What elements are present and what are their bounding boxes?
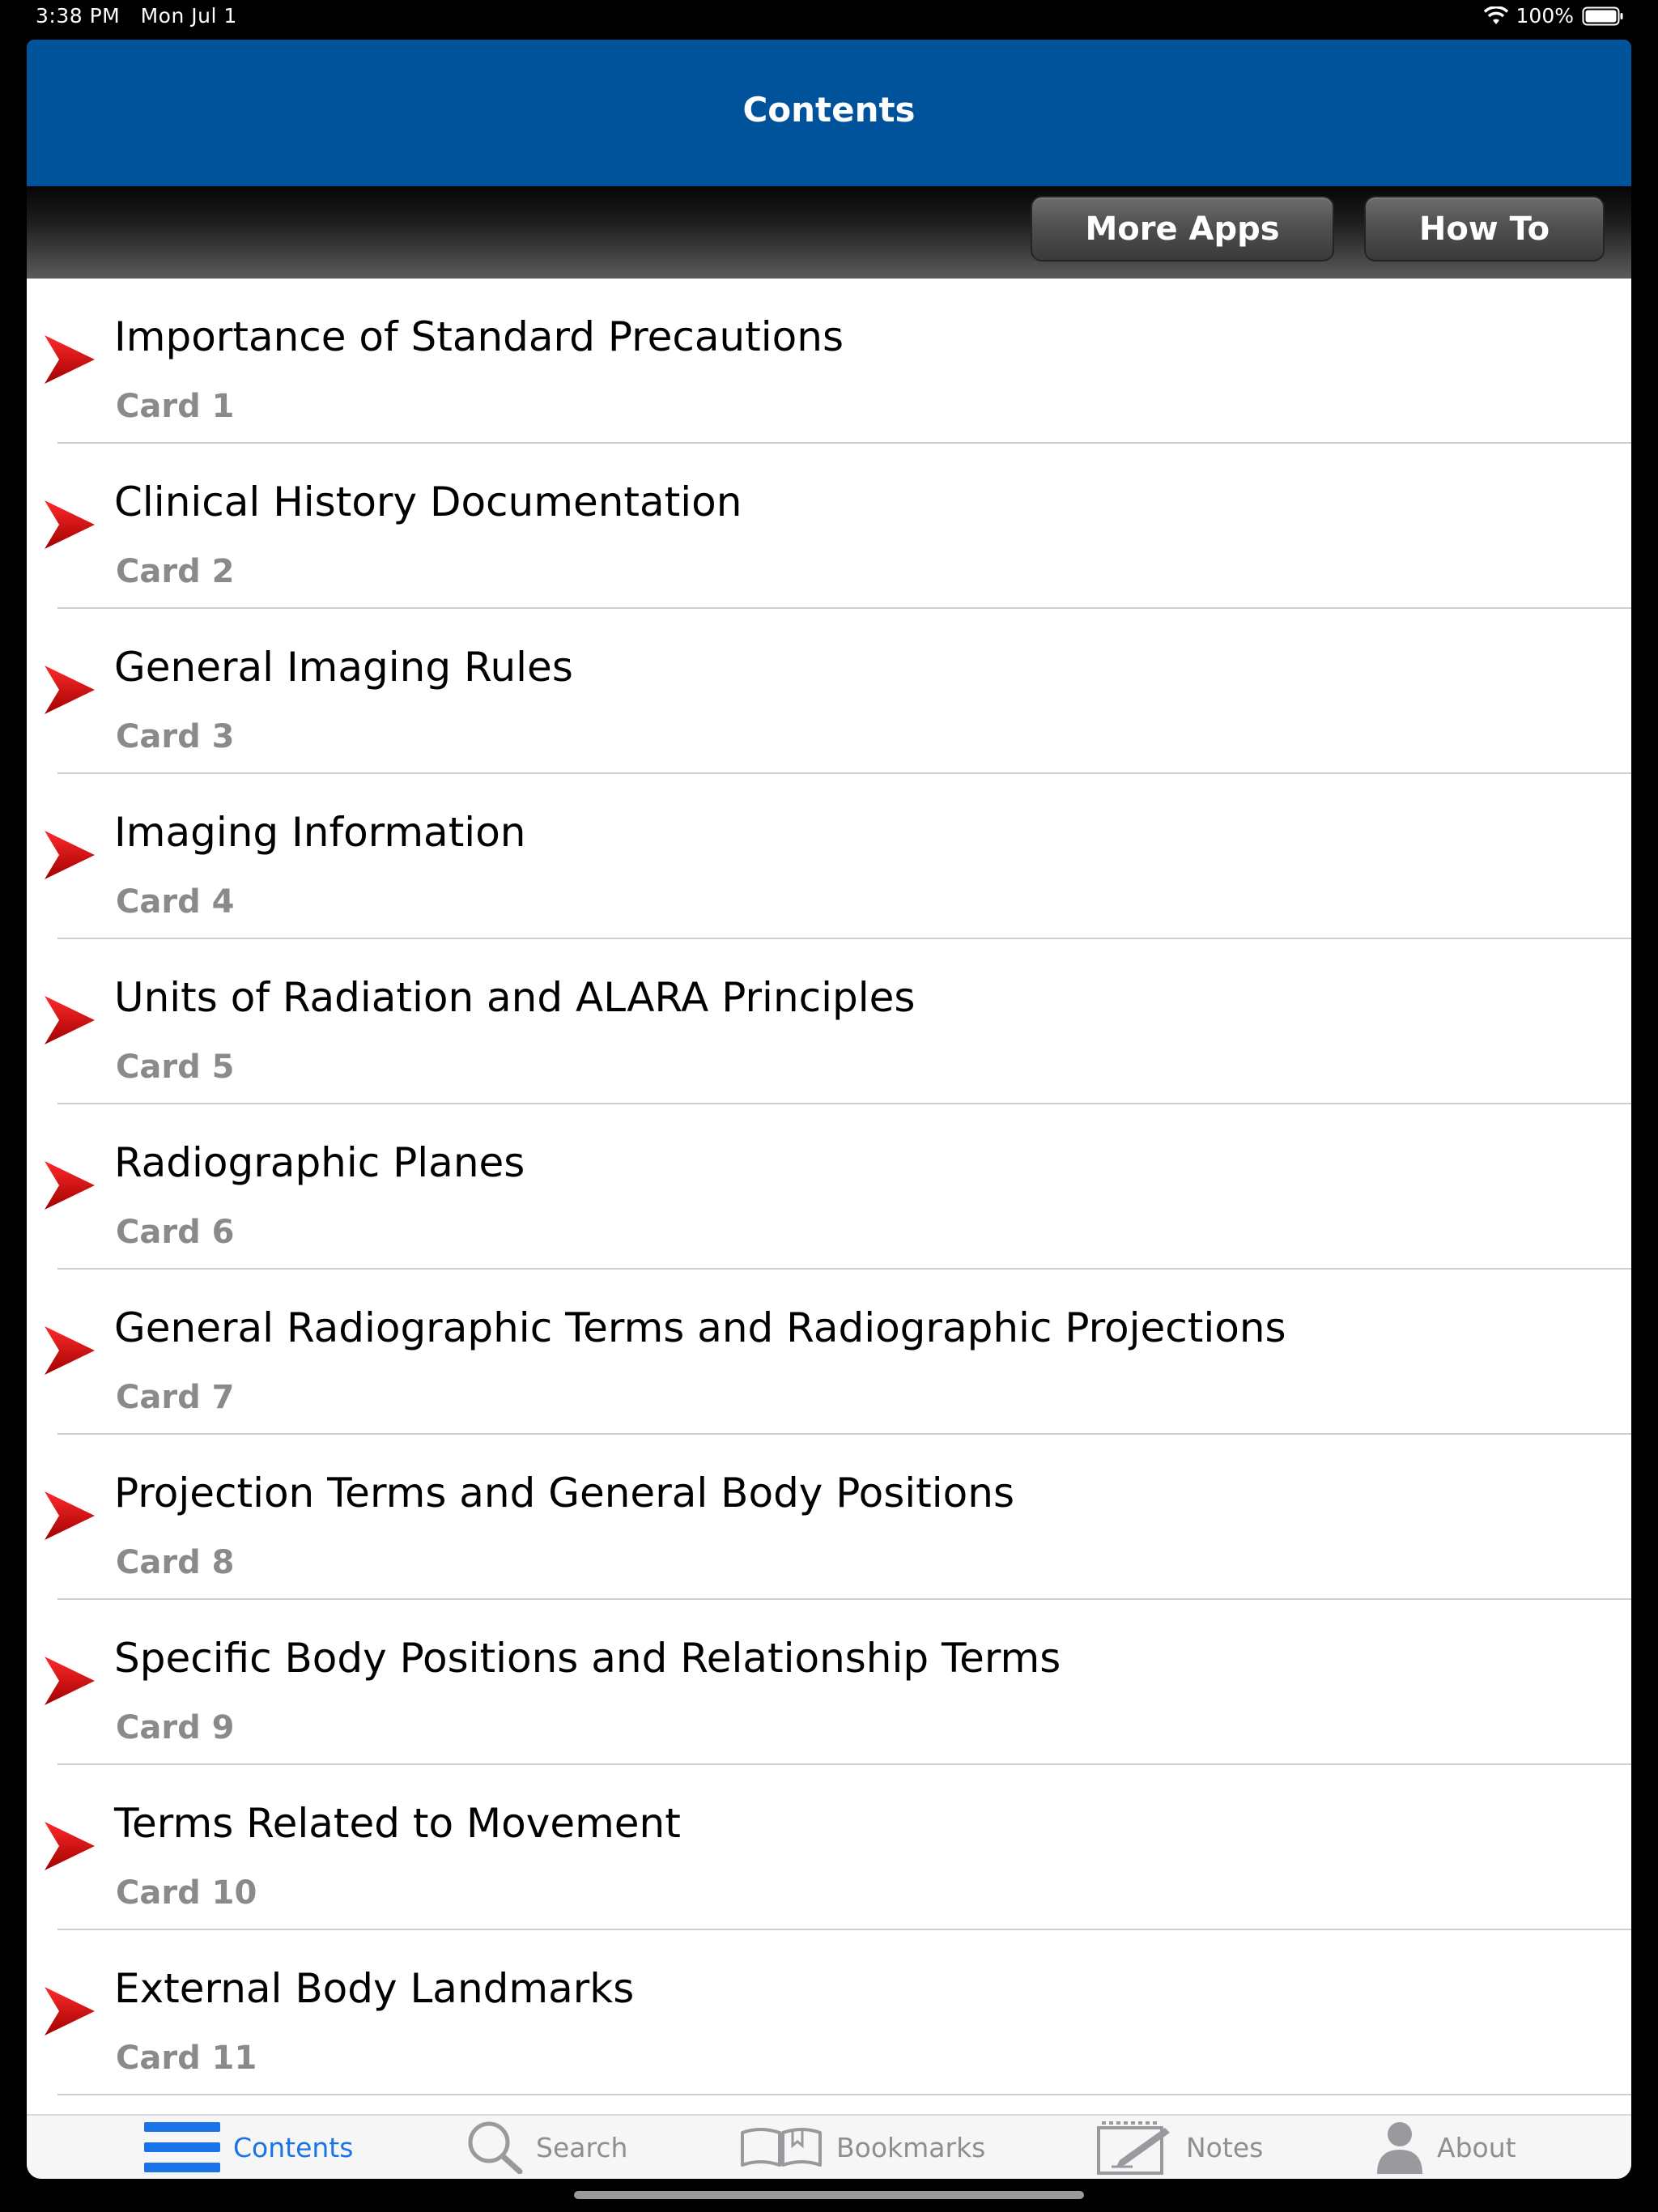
arrow-icon <box>43 1159 96 1211</box>
book-icon <box>739 2126 823 2168</box>
list-item-title: General Radiographic Terms and Radiographic Projections <box>114 1304 1286 1351</box>
list-item-card-label: Card 8 <box>116 1544 235 1581</box>
notepad-icon <box>1095 2120 1173 2175</box>
arrow-icon <box>43 1820 96 1872</box>
tab-label-bookmarks: Bookmarks <box>836 2131 986 2163</box>
search-icon <box>466 2121 523 2174</box>
list-item[interactable] <box>27 939 1631 1104</box>
list-item[interactable] <box>27 1765 1631 1930</box>
list-item-title: Specific Body Positions and Relationship Terms <box>114 1635 1061 1682</box>
tab-label-about: About <box>1437 2131 1516 2163</box>
status-bar <box>0 0 1658 39</box>
arrow-icon <box>43 1325 96 1376</box>
arrow-icon <box>43 829 96 881</box>
list-item[interactable] <box>27 609 1631 774</box>
list-item-title: General Imaging Rules <box>114 644 573 691</box>
arrow-icon <box>43 1655 96 1707</box>
tab-label-contents: Contents <box>233 2131 354 2163</box>
battery-icon <box>1582 6 1624 27</box>
list-item-title: External Body Landmarks <box>114 1965 635 2012</box>
list-item-card-label: Card 10 <box>116 1874 257 1912</box>
tab-contents[interactable] <box>144 2116 353 2179</box>
list-item-card-label: Card 11 <box>116 2040 257 2077</box>
arrow-icon <box>43 994 96 1046</box>
list-icon <box>144 2122 220 2172</box>
how-to-button[interactable]: How To <box>1364 196 1605 262</box>
home-indicator <box>574 2191 1084 2199</box>
list-item[interactable] <box>27 774 1631 939</box>
tab-label-notes: Notes <box>1186 2131 1264 2163</box>
list-item-title: Clinical History Documentation <box>114 479 742 525</box>
date-text: Mon Jul 1 <box>140 4 237 28</box>
list-item-card-label: Card 7 <box>116 1379 235 1416</box>
list-item-card-label: Card 6 <box>116 1214 235 1251</box>
list-item[interactable] <box>27 1600 1631 1765</box>
list-item-title: Imaging Information <box>114 809 526 856</box>
list-item-title: Importance of Standard Precautions <box>114 313 844 360</box>
tab-about[interactable] <box>1375 2116 1516 2179</box>
tab-label-search: Search <box>536 2131 628 2163</box>
navigation-bar <box>27 40 1631 186</box>
list-item-card-label: Card 3 <box>116 718 235 755</box>
list-item-title: Units of Radiation and ALARA Principles <box>114 974 916 1021</box>
more-apps-button[interactable]: More Apps <box>1031 196 1334 262</box>
list-item-card-label: Card 2 <box>116 553 235 590</box>
list-item-card-label: Card 9 <box>116 1709 235 1746</box>
person-icon <box>1375 2121 1424 2174</box>
list-item-card-label: Card 4 <box>116 883 235 921</box>
list-item-title: Projection Terms and General Body Positions <box>114 1470 1015 1516</box>
status-time <box>36 4 237 28</box>
arrow-icon <box>43 1985 96 2037</box>
list-item-card-label: Card 5 <box>116 1049 235 1086</box>
contents-list[interactable] <box>27 279 1631 2114</box>
wifi-icon <box>1484 6 1508 26</box>
list-item-title: Radiographic Planes <box>114 1139 525 1186</box>
list-item[interactable] <box>27 1930 1631 2095</box>
battery-percent: 100% <box>1516 4 1574 28</box>
list-item[interactable] <box>27 1270 1631 1435</box>
tab-bookmarks[interactable] <box>739 2116 985 2179</box>
list-item[interactable] <box>27 1435 1631 1600</box>
row-divider <box>57 2094 1631 2095</box>
tab-notes[interactable] <box>1095 2116 1263 2179</box>
arrow-icon <box>43 1490 96 1542</box>
list-item-title: Terms Related to Movement <box>114 1800 681 1847</box>
arrow-icon <box>43 334 96 385</box>
list-item-card-label: Card 1 <box>116 388 235 425</box>
page-title: Contents <box>742 90 916 130</box>
tab-bar <box>27 2114 1631 2179</box>
arrow-icon <box>43 664 96 716</box>
arrow-icon <box>43 499 96 551</box>
list-item[interactable] <box>27 279 1631 444</box>
list-item[interactable] <box>27 1104 1631 1270</box>
toolbar <box>27 186 1631 279</box>
app-window <box>27 40 1631 2179</box>
status-indicators <box>1484 4 1624 28</box>
tab-search[interactable] <box>466 2116 627 2179</box>
time-text: 3:38 PM <box>36 4 121 28</box>
list-item[interactable] <box>27 444 1631 609</box>
